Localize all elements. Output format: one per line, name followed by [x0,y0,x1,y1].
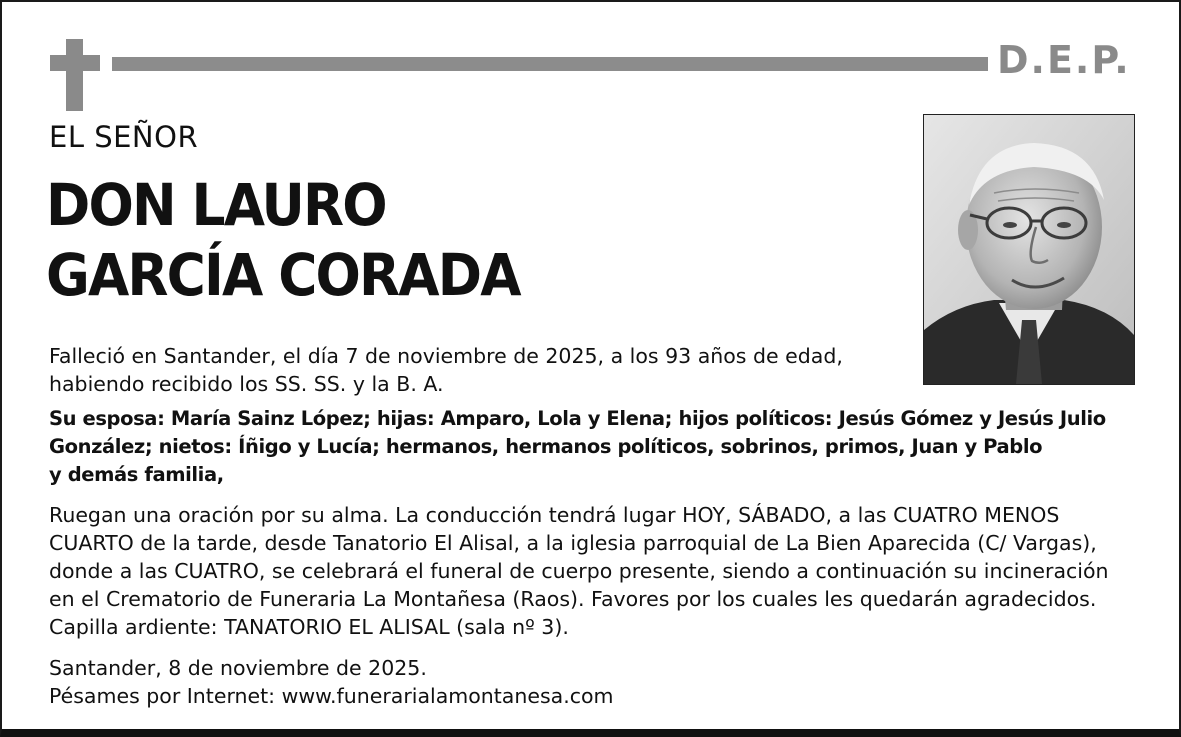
body-line-1: Ruegan una oración por su alma. La conducción tendrá lugar HOY, SÁBADO, a las CUATRO MENOS [49,503,1060,527]
date-line: Santander, 8 de noviembre de 2025. [49,656,427,680]
condolences-web-line: Pésames por Internet: www.funerarialamontanesa.com [49,684,614,708]
dep-label: D.E.P. [997,38,1131,82]
body-line-5: Capilla ardiente: TANATORIO EL ALISAL (sala nº 3). [49,615,569,639]
body-line-3: donde a las CUATRO, se celebrará el funeral de cuerpo presente, siendo a continuación su incineración [49,559,1109,583]
body-line-2: CUARTO de la tarde, desde Tanatorio El Alisal, a la iglesia parroquial de La Bien Aparecida (C/ Vargas), [49,531,1097,555]
family-line-2: González; nietos: Íñigo y Lucía; hermanos, hermanos políticos, sobrinos, primos, Juan y Pablo [49,435,1043,458]
name-line-1: DON LAURO [46,171,386,239]
portrait-photo [923,114,1135,385]
deceased-name [46,170,520,310]
family-line-1: Su esposa: María Sainz López; hijas: Amparo, Lola y Elena; hijos políticos: Jesús Gómez y Jesús Julio [49,407,1106,430]
closing-block [49,654,949,710]
header-rule [112,57,988,71]
death-announcement [49,342,909,398]
intro-line-2: habiendo recibido los SS. SS. y la B. A. [49,372,444,396]
name-line-2: GARCÍA CORADA [46,241,520,309]
family-line-3: y demás familia, [49,463,224,486]
family-list [49,405,1159,489]
funeral-details [49,501,1159,641]
portrait-photo-icon [924,115,1134,384]
intro-line-1: Falleció en Santander, el día 7 de noviembre de 2025, a los 93 años de edad, [49,344,843,368]
honorific-title: EL SEÑOR [49,120,199,154]
cross-icon [50,39,100,111]
body-line-4: en el Crematorio de Funeraria La Montañesa (Raos). Favores por los cuales les quedarán agradecidos. [49,587,1097,611]
